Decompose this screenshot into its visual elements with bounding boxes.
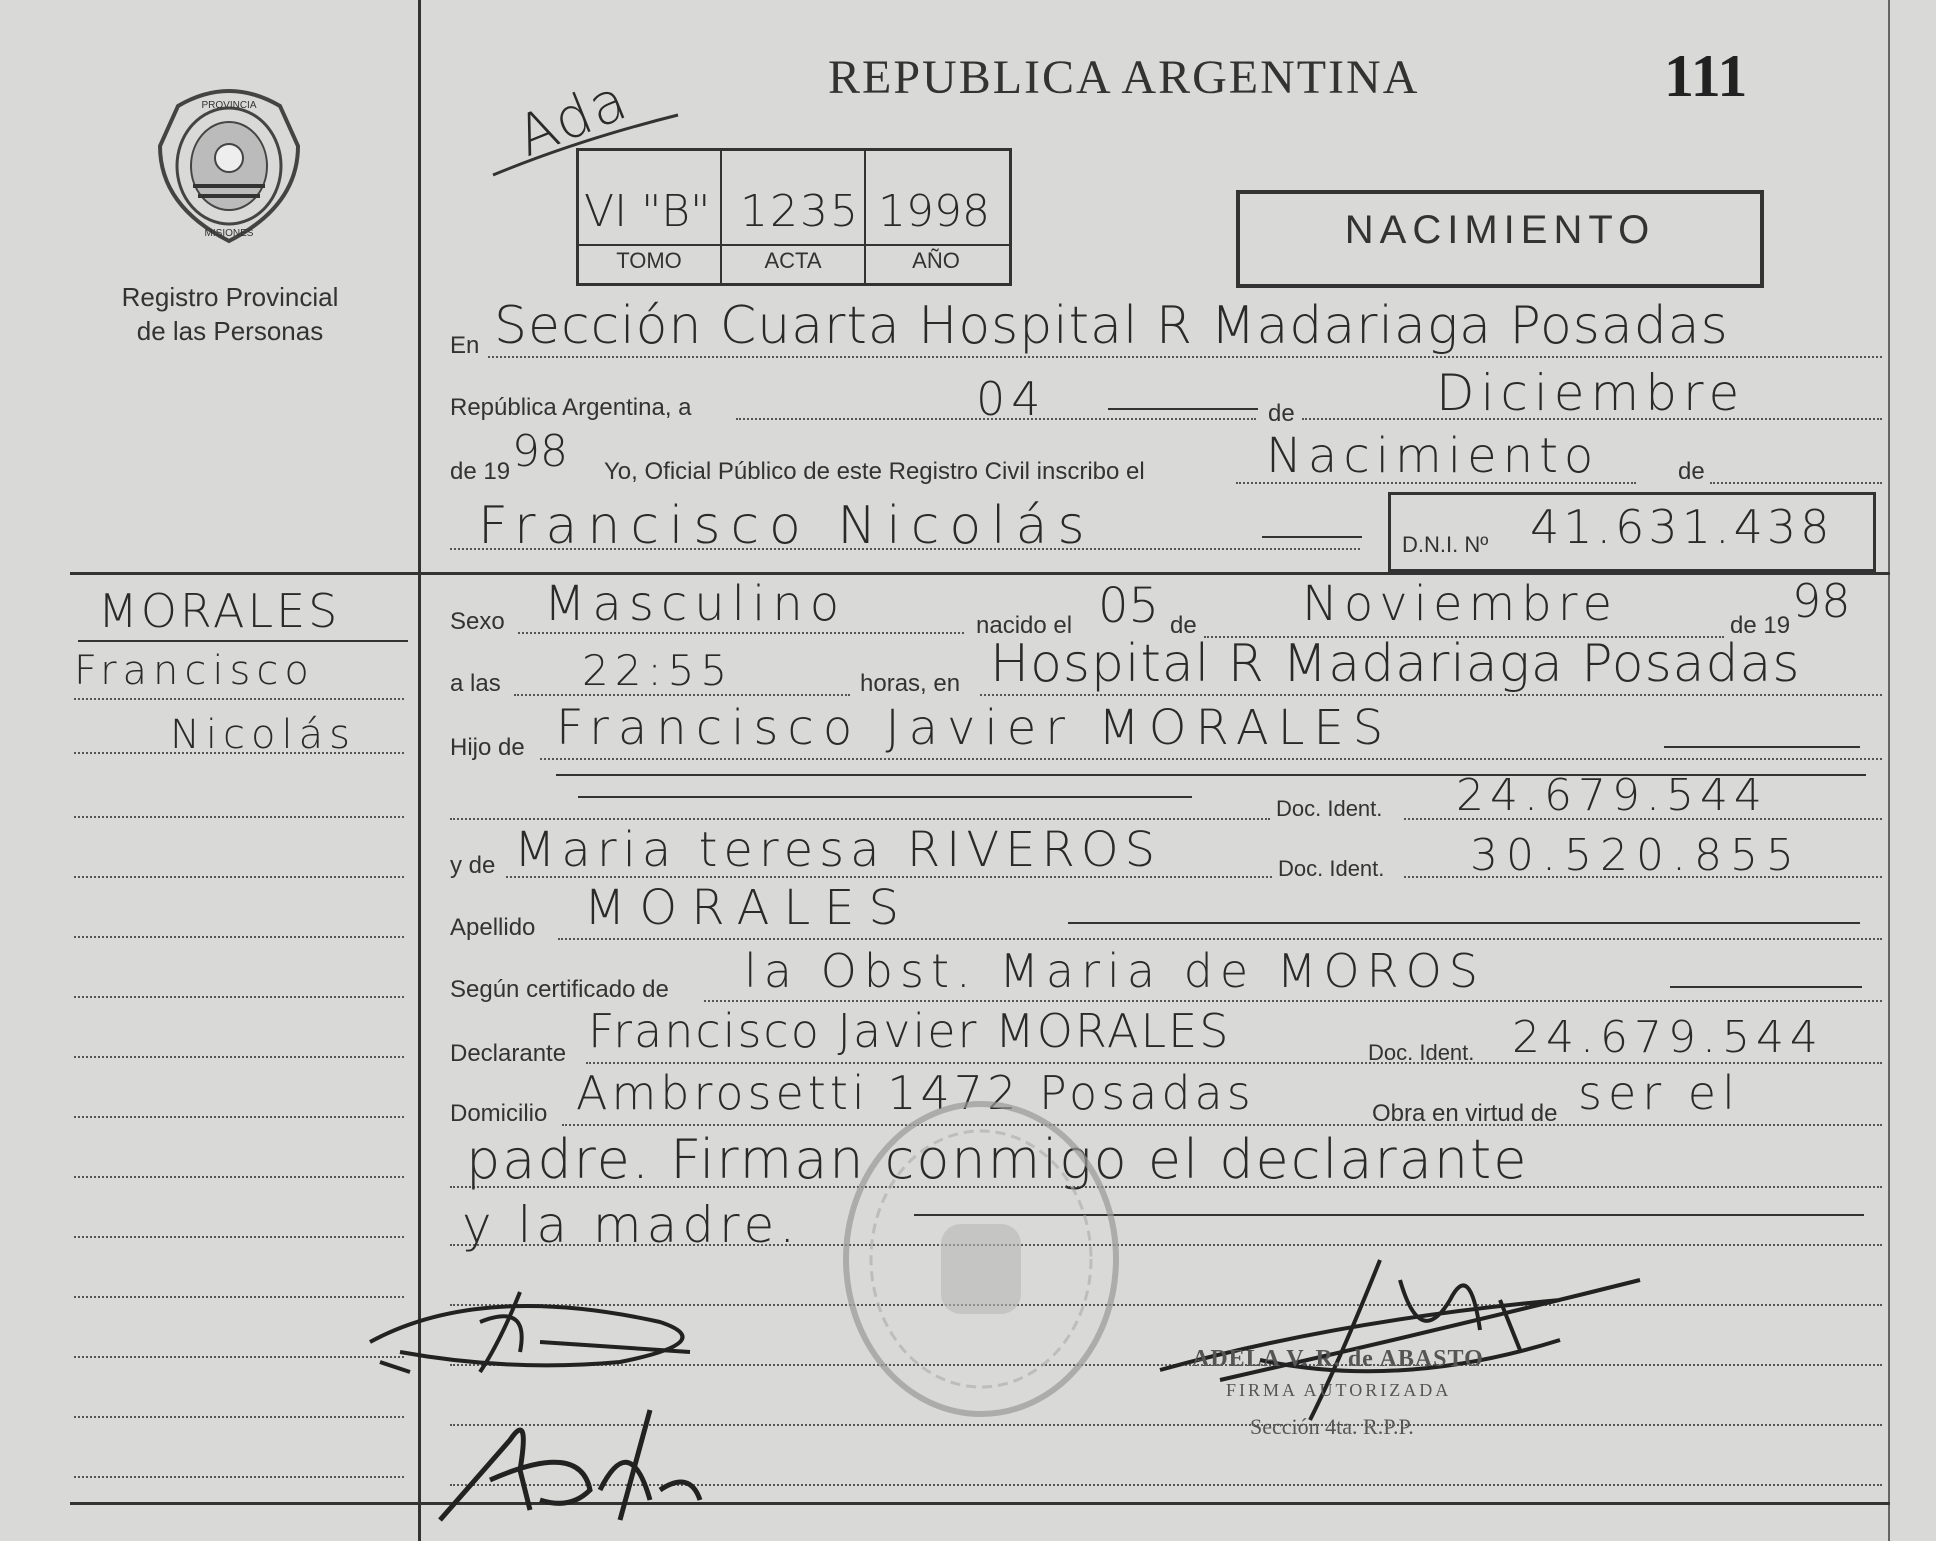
father-doc: 24.679.544 bbox=[1456, 770, 1768, 821]
officer-name: ADELA V. R. de ABASTO bbox=[1192, 1346, 1484, 1372]
mother-doc: 30.520.855 bbox=[1470, 830, 1802, 881]
signature-left-lower bbox=[420, 1380, 720, 1530]
officer-title: FIRMA AUTORIZADA bbox=[1226, 1380, 1452, 1400]
declarante-doc: 24.679.544 bbox=[1512, 1012, 1824, 1063]
dash bbox=[1108, 408, 1258, 410]
svg-text:MISIONES: MISIONES bbox=[204, 228, 254, 239]
en-value: Sección Cuarta Hospital R Madariaga Posadas bbox=[494, 296, 1729, 356]
dash bbox=[1670, 986, 1862, 988]
dni-value: 41.631.438 bbox=[1530, 500, 1834, 554]
line bbox=[980, 694, 1882, 696]
sidebar-line bbox=[74, 1116, 404, 1118]
sidebar-line bbox=[74, 1296, 404, 1298]
father-value: Francisco Javier MORALES bbox=[556, 700, 1393, 756]
line bbox=[558, 938, 1882, 940]
obra-value: ser el bbox=[1578, 1066, 1741, 1120]
apellido-label: Apellido bbox=[450, 914, 536, 941]
country-title: REPUBLICA ARGENTINA bbox=[828, 51, 1420, 104]
declarante-label: Declarante bbox=[450, 1040, 567, 1067]
sidebar-line bbox=[74, 698, 404, 700]
dash bbox=[1664, 746, 1860, 748]
tomo-label: TOMO bbox=[616, 248, 682, 273]
time-value: 22:55 bbox=[582, 646, 734, 695]
yde-label: y de bbox=[450, 852, 496, 879]
day-value: 04 bbox=[976, 372, 1047, 426]
sidebar-given-name2: Nicolás bbox=[170, 712, 356, 758]
line bbox=[1710, 482, 1882, 484]
republica-label: República Argentina, a bbox=[450, 394, 692, 421]
sidebar-line bbox=[74, 1056, 404, 1058]
de19-label: de 19 bbox=[450, 458, 511, 485]
sidebar-line bbox=[74, 816, 404, 818]
de-label2: de bbox=[1678, 458, 1705, 485]
official-seal-icon bbox=[836, 1094, 1126, 1424]
birth-day: 05 bbox=[1098, 578, 1160, 634]
anio-value: 1998 bbox=[878, 186, 990, 237]
segun-value: la Obst. Maria de MOROS bbox=[744, 944, 1486, 998]
nacido-label: nacido el bbox=[976, 612, 1073, 639]
month-value: Diciembre bbox=[1436, 364, 1746, 422]
sidebar-given-name1: Francisco bbox=[74, 648, 315, 694]
acta-label: ACTA bbox=[764, 248, 822, 273]
horas-label: horas, en bbox=[860, 670, 961, 697]
registry-line1: Registro Provincial bbox=[121, 282, 339, 312]
birth-year: 98 bbox=[1792, 574, 1851, 628]
anio-label: AÑO bbox=[912, 248, 960, 273]
officer-section: Sección 4ta. R.P.P. bbox=[1250, 1414, 1414, 1439]
mother-value: Maria teresa RIVEROS bbox=[514, 822, 1162, 878]
domicilio-value: Ambrosetti 1472 Posadas bbox=[576, 1066, 1255, 1120]
place-value: Hospital R Madariaga Posadas bbox=[990, 634, 1801, 694]
line bbox=[488, 356, 1882, 358]
sexo-value: Masculino bbox=[544, 576, 847, 632]
en-label: En bbox=[450, 332, 480, 359]
page-number: 111 bbox=[1664, 43, 1748, 109]
year-value: 98 bbox=[512, 426, 568, 477]
sidebar-line bbox=[74, 996, 404, 998]
sidebar-line bbox=[74, 936, 404, 938]
sidebar-line bbox=[74, 1176, 404, 1178]
doc-ident-label2: Doc. Ident. bbox=[1278, 856, 1385, 881]
acta-value: 1235 bbox=[740, 186, 860, 237]
surname-underline bbox=[78, 640, 408, 642]
right-page-border bbox=[1888, 0, 1890, 1541]
signature-right bbox=[1140, 1240, 1660, 1440]
record-label-divider bbox=[576, 244, 1009, 246]
sidebar-line bbox=[74, 752, 404, 754]
bottom-section-divider bbox=[70, 1502, 1890, 1505]
registry-line2: de las Personas bbox=[136, 316, 324, 346]
birth-de: de bbox=[1170, 612, 1197, 639]
document-type: NACIMIENTO bbox=[1344, 208, 1656, 252]
line bbox=[540, 758, 1882, 760]
acto-value: Nacimiento bbox=[1266, 428, 1600, 484]
hijo-label: Hijo de bbox=[450, 734, 525, 761]
line bbox=[450, 818, 1270, 820]
obra-line3: y la madre. bbox=[462, 1196, 801, 1254]
dni-label: D.N.I. Nº bbox=[1402, 532, 1489, 557]
annotation-handwritten: Ada bbox=[507, 67, 638, 170]
birth-month: Noviembre bbox=[1302, 576, 1618, 632]
doc-ident-label3: Doc. Ident. bbox=[1368, 1040, 1475, 1065]
dash bbox=[1262, 536, 1362, 538]
obra-label: Obra en virtud de bbox=[1372, 1100, 1558, 1127]
top-section-divider bbox=[70, 572, 1890, 575]
sidebar-line bbox=[74, 1236, 404, 1238]
sidebar-line bbox=[74, 1356, 404, 1358]
doc-ident-label1: Doc. Ident. bbox=[1276, 796, 1383, 821]
line bbox=[562, 1124, 1882, 1126]
sidebar-surname: MORALES bbox=[98, 584, 341, 638]
oficial-label: Yo, Oficial Público de este Registro Civil inscribo el bbox=[604, 458, 1145, 485]
declarante-value: Francisco Javier MORALES bbox=[588, 1004, 1231, 1058]
birth-de19: de 19 bbox=[1730, 612, 1791, 639]
alas-label: a las bbox=[450, 670, 501, 697]
dash bbox=[578, 796, 1192, 798]
sidebar-line bbox=[74, 1416, 404, 1418]
line bbox=[704, 1000, 1882, 1002]
misiones-seal-icon bbox=[148, 86, 310, 246]
sidebar-line bbox=[74, 876, 404, 878]
line bbox=[518, 632, 964, 634]
de-label: de bbox=[1268, 400, 1295, 427]
sexo-label: Sexo bbox=[450, 608, 505, 635]
svg-text:PROVINCIA: PROVINCIA bbox=[201, 100, 257, 111]
name-value: Francisco Nicolás bbox=[478, 496, 1095, 556]
tomo-value: VI "B" bbox=[584, 186, 711, 237]
domicilio-label: Domicilio bbox=[450, 1100, 548, 1127]
obra-line2: padre. Firman conmigo el declarante bbox=[466, 1128, 1529, 1191]
sidebar-line bbox=[74, 1476, 404, 1478]
apellido-value: MORALES bbox=[584, 880, 913, 936]
dash bbox=[1068, 922, 1860, 924]
segun-label: Según certificado de bbox=[450, 976, 669, 1003]
